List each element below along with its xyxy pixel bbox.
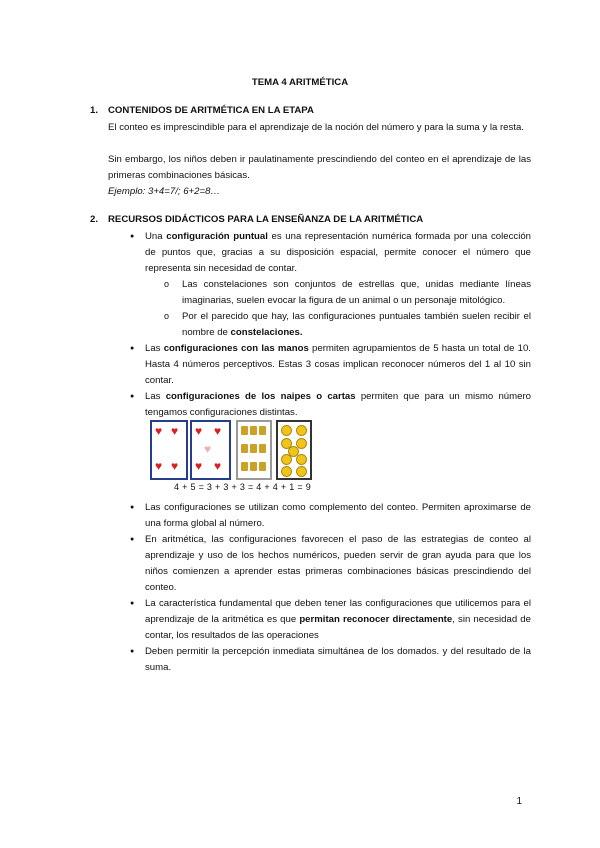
cup-icon: [259, 462, 266, 471]
bold-term: permitan reconocer directamente: [299, 614, 453, 625]
heart-icon: ♥: [214, 424, 222, 438]
bullet-complemento-conteo: ● Las configuraciones se utilizan como complemento del conteo. Permiten aproximarse de una forma global al número.: [108, 500, 531, 532]
section-1-title: CONTENIDOS DE ARITMÉTICA EN LA ETAPA: [108, 105, 314, 116]
cup-icon: [241, 426, 248, 435]
cup-icon: [250, 444, 257, 453]
bold-term: configuración puntual: [166, 231, 268, 242]
sub-item-constelaciones: o Las constelaciones son conjuntos de estrellas que, unidas mediante líneas imaginarias, suelen evocar la figura de un animal o un personaje mitológico.: [145, 277, 531, 309]
coin-icon: [296, 425, 307, 436]
bullet-list-bottom: [108, 500, 531, 676]
section-1-heading: [90, 105, 314, 116]
bold-term: configuraciones con las manos: [163, 343, 309, 354]
heart-icon: ♥: [171, 459, 179, 473]
heart-icon: ♥: [214, 459, 222, 473]
heart-icon: ♥: [155, 459, 163, 473]
cup-icon: [259, 444, 266, 453]
card-four-hearts: [150, 420, 188, 480]
heart-icon: ♥: [204, 442, 212, 456]
coin-icon: [296, 454, 307, 465]
bold-term: configuraciones de los naipes o cartas: [165, 391, 356, 402]
heart-icon: ♥: [171, 424, 179, 438]
section-1-number: 1.: [90, 105, 99, 116]
coin-icon: [281, 425, 292, 436]
heart-icon: ♥: [155, 424, 163, 438]
card-five-hearts: [190, 420, 231, 480]
heart-icon: ♥: [195, 459, 203, 473]
sub-item-nombre: o Por el parecido que hay, las configuraciones puntuales también suelen recibir el nombre de constelaciones.: [145, 309, 531, 341]
bullet-aritmetica: ● En aritmética, las configuraciones favorecen el paso de las estrategias de conteo al aprendizaje y uso de los hechos numéricos, pueden servir de gran ayuda para que los niños comienzen a aprender estas primeras combinaciones básicas prescindiendo del conteo.: [108, 532, 531, 596]
bullet-percepcion: ● Deben permitir la percepción inmediata simultánea de los domados. y del resultado de la suma.: [108, 644, 531, 676]
section-2-title: RECURSOS DIDÁCTICOS PARA LA ENSEÑANZA DE LA ARITMÉTICA: [108, 214, 424, 225]
cup-icon: [250, 462, 257, 471]
section-2-number: 2.: [90, 214, 99, 225]
cup-icon: [250, 426, 257, 435]
coin-icon: [281, 466, 292, 477]
page-number: 1: [516, 796, 522, 807]
cup-icon: [241, 444, 248, 453]
coin-icon: [281, 454, 292, 465]
heart-icon: ♥: [195, 424, 203, 438]
section-1-paragraph-1: El conteo es imprescindible para el aprendizaje de la noción del número y para la suma y la resta.: [108, 122, 524, 133]
section-1-paragraph-2: Sin embargo, los niños deben ir paulatinamente prescindiendo del conteo en el aprendizaje de las primeras combinaciones básicas.: [108, 154, 531, 181]
card-nine-cups: [236, 420, 272, 480]
cup-icon: [241, 462, 248, 471]
playing-cards-illustration: [150, 420, 320, 495]
bullet-list-top: [108, 229, 531, 421]
bullet-configuraciones-manos: ● Las configuraciones con las manos permiten agrupamientos de 5 hasta un total de 10. Hasta 4 números perceptivos. Estas 3 cosas implican reconocer números del 1 al 10 sin contar.: [108, 341, 531, 389]
card-nine-coins: [276, 420, 312, 480]
bullet-configuraciones-naipes: ● Las configuraciones de los naipes o cartas permiten que para un mismo número tengamos configuraciones distintas.: [108, 389, 531, 421]
coin-icon: [296, 466, 307, 477]
page-title: TEMA 4 ARITMÉTICA: [251, 77, 349, 88]
cards-equation: 4 + 5 = 3 + 3 + 3 = 4 + 4 + 1 = 9: [174, 482, 312, 492]
section-2-heading: [90, 214, 423, 225]
sub-list: [145, 277, 531, 341]
cup-icon: [259, 426, 266, 435]
section-1-example: Ejemplo: 3+4=7/; 6+2=8…: [108, 186, 221, 197]
bullet-caracteristica: ● La característica fundamental que deben tener las configuraciones que utilicemos para el aprendizaje de la aritmética es que permitan reconocer directamente, sin necesidad de contar, los resultados de las operaciones: [108, 596, 531, 644]
bold-term: constelaciones.: [230, 327, 303, 338]
bullet-configuracion-puntual: ● Una configuración puntual es una representación numérica formada por una colección de puntos que, gracias a su disposición espacial, permite conocer el número que representa sin necesidad de contar. o Las constelaciones son conjuntos de estrellas que, unidas mediante líneas imaginarias, suelen evocar la figura de un animal o un personaje mitológico. o Por el parecido que hay, las configuraciones puntuales también suelen recibir el nombre de constelaciones.: [108, 229, 531, 341]
